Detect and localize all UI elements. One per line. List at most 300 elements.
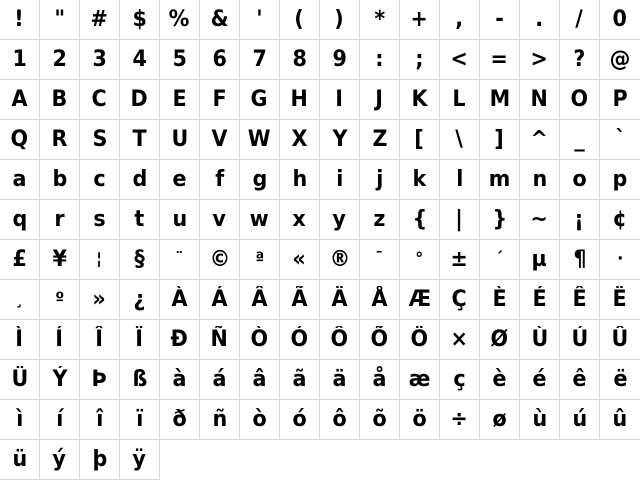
glyph-cell (320, 280, 360, 320)
glyph-cell (520, 160, 560, 200)
glyph-character: g (252, 166, 267, 192)
glyph-cell (360, 360, 400, 400)
glyph-character: Ù (531, 326, 548, 352)
glyph-character: } (492, 206, 507, 232)
glyph-cell (560, 120, 600, 160)
glyph-cell (120, 80, 160, 120)
glyph-cell (40, 160, 80, 200)
glyph-character: è (492, 366, 507, 392)
glyph-character: + (410, 6, 429, 32)
glyph-character: 5 (172, 46, 187, 72)
glyph-character: ª (254, 249, 265, 269)
glyph-character: þ (92, 446, 107, 472)
glyph-cell (600, 0, 640, 40)
glyph-character: J (375, 86, 384, 112)
glyph-cell (240, 40, 280, 80)
glyph-cell (400, 400, 440, 440)
glyph-character: ` (614, 126, 626, 152)
glyph-cell (200, 360, 240, 400)
glyph-character: n (532, 166, 547, 192)
glyph-cell (120, 360, 160, 400)
glyph-character: À (171, 286, 188, 312)
glyph-cell (600, 320, 640, 360)
glyph-character: ± (450, 246, 469, 272)
glyph-character: 2 (52, 46, 67, 72)
glyph-cell (360, 280, 400, 320)
glyph-character: H (290, 86, 309, 112)
glyph-cell (480, 160, 520, 200)
glyph-cell (440, 160, 480, 200)
glyph-character: v (212, 206, 227, 232)
glyph-cell (160, 0, 200, 40)
glyph-character: ï (135, 406, 144, 432)
glyph-cell (400, 0, 440, 40)
glyph-cell-empty (160, 440, 200, 480)
glyph-character: { (412, 206, 427, 232)
glyph-cell (440, 400, 480, 440)
glyph-cell (40, 400, 80, 440)
glyph-character: L (452, 86, 467, 112)
glyph-cell (320, 0, 360, 40)
glyph-cell (0, 360, 40, 400)
glyph-character: 4 (132, 46, 147, 72)
glyph-character: 0 (612, 6, 628, 32)
glyph-cell (360, 240, 400, 280)
glyph-character: Y (332, 126, 347, 152)
glyph-cell (160, 40, 200, 80)
glyph-cell (280, 240, 320, 280)
glyph-character: Æ (408, 286, 431, 312)
glyph-character: ¦ (96, 249, 103, 269)
glyph-cell (400, 40, 440, 80)
glyph-character: $ (132, 6, 147, 32)
glyph-cell (440, 80, 480, 120)
glyph-character: § (134, 246, 145, 272)
glyph-cell (440, 280, 480, 320)
glyph-character: T (132, 126, 147, 152)
glyph-character: ø (492, 406, 507, 432)
glyph-character: ? (573, 46, 586, 72)
glyph-character: ) (334, 6, 345, 32)
glyph-cell (520, 400, 560, 440)
glyph-cell (400, 240, 440, 280)
glyph-cell (520, 360, 560, 400)
glyph-cell (0, 40, 40, 80)
glyph-character: É (532, 286, 547, 312)
glyph-character: î (95, 406, 104, 432)
glyph-cell (240, 0, 280, 40)
glyph-cell (80, 160, 120, 200)
glyph-cell (120, 240, 160, 280)
glyph-character: å (372, 366, 387, 392)
glyph-cell (600, 80, 640, 120)
glyph-character: # (90, 6, 109, 32)
glyph-character: r (54, 206, 65, 232)
glyph-cell (520, 200, 560, 240)
glyph-character: « (292, 246, 307, 272)
glyph-character: · (616, 249, 624, 269)
glyph-character: Õ (370, 326, 389, 352)
glyph-character: j (375, 166, 384, 192)
glyph-cell (200, 120, 240, 160)
glyph-cell (480, 360, 520, 400)
glyph-cell (560, 0, 600, 40)
glyph-cell (0, 160, 40, 200)
glyph-character: Ã (291, 286, 308, 312)
glyph-character: G (251, 86, 268, 112)
glyph-cell (320, 120, 360, 160)
glyph-cell (360, 200, 400, 240)
glyph-character: W (248, 126, 271, 152)
glyph-character: º (54, 289, 65, 309)
glyph-cell (600, 40, 640, 80)
glyph-character: i (335, 166, 344, 192)
glyph-character: D (130, 86, 149, 112)
glyph-cell (480, 240, 520, 280)
glyph-character: q (12, 206, 27, 232)
glyph-cell (600, 200, 640, 240)
glyph-cell (0, 0, 40, 40)
glyph-cell (120, 0, 160, 40)
glyph-cell (480, 120, 520, 160)
glyph-character: _ (574, 126, 585, 152)
glyph-character: a (12, 166, 27, 192)
glyph-character: @ (609, 46, 631, 72)
glyph-cell (200, 320, 240, 360)
glyph-cell (560, 320, 600, 360)
glyph-character: k (412, 166, 427, 192)
glyph-character: , (455, 6, 464, 32)
glyph-cell (560, 80, 600, 120)
glyph-cell (280, 200, 320, 240)
glyph-character: V (211, 126, 228, 152)
glyph-cell (200, 200, 240, 240)
glyph-cell (400, 80, 440, 120)
glyph-character: ( (294, 6, 305, 32)
glyph-cell (0, 320, 40, 360)
glyph-cell (280, 80, 320, 120)
glyph-cell (560, 240, 600, 280)
glyph-cell (160, 200, 200, 240)
glyph-cell (200, 80, 240, 120)
glyph-cell-empty (600, 440, 640, 480)
glyph-cell (40, 320, 80, 360)
glyph-cell (80, 360, 120, 400)
glyph-cell (600, 240, 640, 280)
glyph-character: ð (172, 406, 187, 432)
glyph-cell (240, 360, 280, 400)
glyph-cell (160, 160, 200, 200)
glyph-cell (600, 360, 640, 400)
glyph-cell (80, 240, 120, 280)
glyph-cell (440, 120, 480, 160)
glyph-cell (560, 200, 600, 240)
glyph-character: o (572, 166, 587, 192)
glyph-character: N (530, 86, 549, 112)
glyph-character: ° (415, 249, 424, 269)
glyph-cell (120, 400, 160, 440)
glyph-cell (40, 80, 80, 120)
glyph-character: . (535, 6, 544, 32)
glyph-character: ç (453, 366, 466, 392)
glyph-cell (120, 160, 160, 200)
glyph-cell (200, 0, 240, 40)
glyph-character: R (51, 126, 68, 152)
glyph-cell (520, 280, 560, 320)
glyph-character: X (291, 126, 308, 152)
glyph-character: ¯ (375, 249, 384, 269)
glyph-character: u (172, 206, 187, 232)
glyph-character: ¸ (15, 289, 24, 309)
glyph-cell (400, 200, 440, 240)
glyph-cell-empty (440, 440, 480, 480)
glyph-character: £ (12, 246, 27, 272)
glyph-cell (80, 400, 120, 440)
glyph-character: A (11, 86, 28, 112)
glyph-cell (120, 40, 160, 80)
glyph-cell (40, 40, 80, 80)
glyph-cell (0, 280, 40, 320)
glyph-character: ´ (495, 249, 504, 269)
glyph-cell (160, 320, 200, 360)
glyph-cell (480, 80, 520, 120)
glyph-cell (240, 320, 280, 360)
glyph-character: Í (55, 326, 64, 352)
glyph-cell (0, 440, 40, 480)
glyph-character: S (92, 126, 107, 152)
glyph-cell (0, 240, 40, 280)
glyph-cell (200, 40, 240, 80)
glyph-cell (520, 240, 560, 280)
glyph-character: ¶ (572, 246, 587, 272)
glyph-character: F (212, 86, 227, 112)
glyph-cell (600, 160, 640, 200)
glyph-character: 6 (212, 46, 227, 72)
glyph-cell (280, 320, 320, 360)
glyph-character: ! (14, 6, 25, 32)
glyph-cell (80, 280, 120, 320)
glyph-cell (520, 320, 560, 360)
glyph-cell (440, 320, 480, 360)
glyph-character: Ñ (210, 326, 229, 352)
glyph-cell (80, 0, 120, 40)
glyph-cell-empty (520, 440, 560, 480)
glyph-character: Z (371, 126, 387, 152)
glyph-cell (440, 40, 480, 80)
glyph-character: O (570, 86, 589, 112)
glyph-character: C (91, 86, 108, 112)
glyph-cell (280, 160, 320, 200)
glyph-cell (360, 40, 400, 80)
glyph-character: U (171, 126, 188, 152)
glyph-character: ^ (530, 126, 549, 152)
glyph-character: » (92, 286, 107, 312)
glyph-cell (320, 320, 360, 360)
glyph-character: ~ (530, 206, 549, 232)
glyph-cell (280, 0, 320, 40)
glyph-character: ¢ (612, 206, 628, 232)
glyph-cell-empty (360, 440, 400, 480)
glyph-cell (520, 0, 560, 40)
glyph-character: ß (132, 366, 147, 392)
glyph-character: 3 (92, 46, 107, 72)
glyph-character: / (575, 6, 584, 32)
glyph-cell (440, 0, 480, 40)
glyph-character: K (411, 86, 428, 112)
glyph-character: c (93, 166, 106, 192)
glyph-character: < (450, 46, 469, 72)
glyph-cell (600, 120, 640, 160)
glyph-character: ¿ (133, 286, 146, 312)
glyph-cell (280, 280, 320, 320)
glyph-cell (80, 40, 120, 80)
glyph-character: P (612, 86, 628, 112)
glyph-cell (400, 360, 440, 400)
glyph-character: : (375, 46, 384, 72)
glyph-character: ü (12, 446, 27, 472)
glyph-character: ê (572, 366, 587, 392)
glyph-cell (120, 120, 160, 160)
glyph-character: Ï (135, 326, 144, 352)
glyph-cell (240, 160, 280, 200)
glyph-cell (240, 280, 280, 320)
glyph-cell (280, 120, 320, 160)
glyph-character: Ë (612, 286, 628, 312)
glyph-character: ò (252, 406, 267, 432)
glyph-cell (320, 40, 360, 80)
glyph-character: Ü (11, 366, 28, 392)
glyph-cell (200, 400, 240, 440)
glyph-cell (240, 240, 280, 280)
glyph-character: z (373, 206, 386, 232)
glyph-character: Ö (410, 326, 429, 352)
glyph-character: h (292, 166, 307, 192)
glyph-cell (40, 200, 80, 240)
glyph-character: © (209, 246, 230, 272)
glyph-cell-empty (240, 440, 280, 480)
glyph-character: - (495, 6, 504, 32)
glyph-cell (560, 40, 600, 80)
glyph-cell (560, 360, 600, 400)
glyph-character: l (455, 166, 464, 192)
glyph-cell (80, 440, 120, 480)
glyph-character: m (488, 166, 511, 192)
glyph-character: Ý (52, 366, 67, 392)
glyph-cell (560, 280, 600, 320)
glyph-character: " (54, 6, 65, 32)
glyph-character: ö (412, 406, 427, 432)
glyph-cell (280, 400, 320, 440)
glyph-character: | (455, 206, 464, 232)
glyph-cell (480, 320, 520, 360)
glyph-cell (400, 160, 440, 200)
glyph-character: ¨ (175, 249, 184, 269)
glyph-character: é (532, 366, 547, 392)
glyph-character: Û (611, 326, 629, 352)
glyph-cell (240, 120, 280, 160)
glyph-cell (320, 360, 360, 400)
glyph-character: ô (332, 406, 347, 432)
glyph-cell (320, 240, 360, 280)
glyph-cell (520, 80, 560, 120)
glyph-character: * (374, 6, 385, 32)
glyph-cell (40, 280, 80, 320)
glyph-character: ÿ (132, 446, 147, 472)
glyph-cell (80, 80, 120, 120)
glyph-cell (240, 80, 280, 120)
glyph-character: ë (612, 366, 628, 392)
glyph-cell (480, 200, 520, 240)
glyph-character: µ (531, 246, 548, 272)
glyph-cell (480, 400, 520, 440)
glyph-character: × (450, 326, 469, 352)
glyph-character: æ (408, 366, 431, 392)
glyph-character: 7 (252, 46, 267, 72)
glyph-character: Ä (331, 286, 348, 312)
glyph-cell (440, 360, 480, 400)
glyph-character: ä (332, 366, 347, 392)
glyph-cell (360, 320, 400, 360)
glyph-cell (520, 40, 560, 80)
glyph-character: ® (329, 246, 350, 272)
glyph-character: y (332, 206, 347, 232)
glyph-character: Î (95, 326, 104, 352)
glyph-character: & (210, 6, 229, 32)
glyph-character: 8 (292, 46, 307, 72)
glyph-cell (80, 320, 120, 360)
glyph-character: ÷ (450, 406, 469, 432)
glyph-character: = (490, 46, 509, 72)
glyph-character: s (93, 206, 106, 232)
glyph-cell (40, 240, 80, 280)
glyph-cell (200, 280, 240, 320)
glyph-cell (560, 160, 600, 200)
glyph-character: È (492, 286, 507, 312)
glyph-cell (440, 200, 480, 240)
glyph-character: í (55, 406, 64, 432)
glyph-character: ] (494, 126, 505, 152)
glyph-cell (0, 400, 40, 440)
glyph-cell (200, 240, 240, 280)
glyph-character: > (530, 46, 549, 72)
glyph-cell-empty (320, 440, 360, 480)
glyph-cell (480, 0, 520, 40)
glyph-character: b (52, 166, 67, 192)
glyph-character: Å (371, 286, 388, 312)
glyph-character: Þ (91, 366, 108, 392)
glyph-cell (120, 440, 160, 480)
glyph-cell (160, 400, 200, 440)
glyph-character: x (292, 206, 307, 232)
glyph-cell (280, 40, 320, 80)
glyph-character: ù (532, 406, 547, 432)
glyph-cell (320, 160, 360, 200)
glyph-cell (160, 120, 200, 160)
glyph-cell-empty (480, 440, 520, 480)
glyph-character: 9 (332, 46, 347, 72)
glyph-character: ; (415, 46, 424, 72)
glyph-character: Ò (250, 326, 269, 352)
glyph-character: % (169, 6, 190, 32)
glyph-character: d (132, 166, 147, 192)
glyph-character: M (489, 86, 510, 112)
glyph-character: û (612, 406, 628, 432)
glyph-cell (0, 80, 40, 120)
glyph-cell (360, 120, 400, 160)
glyph-cell (320, 200, 360, 240)
glyph-cell (400, 120, 440, 160)
glyph-cell (40, 360, 80, 400)
